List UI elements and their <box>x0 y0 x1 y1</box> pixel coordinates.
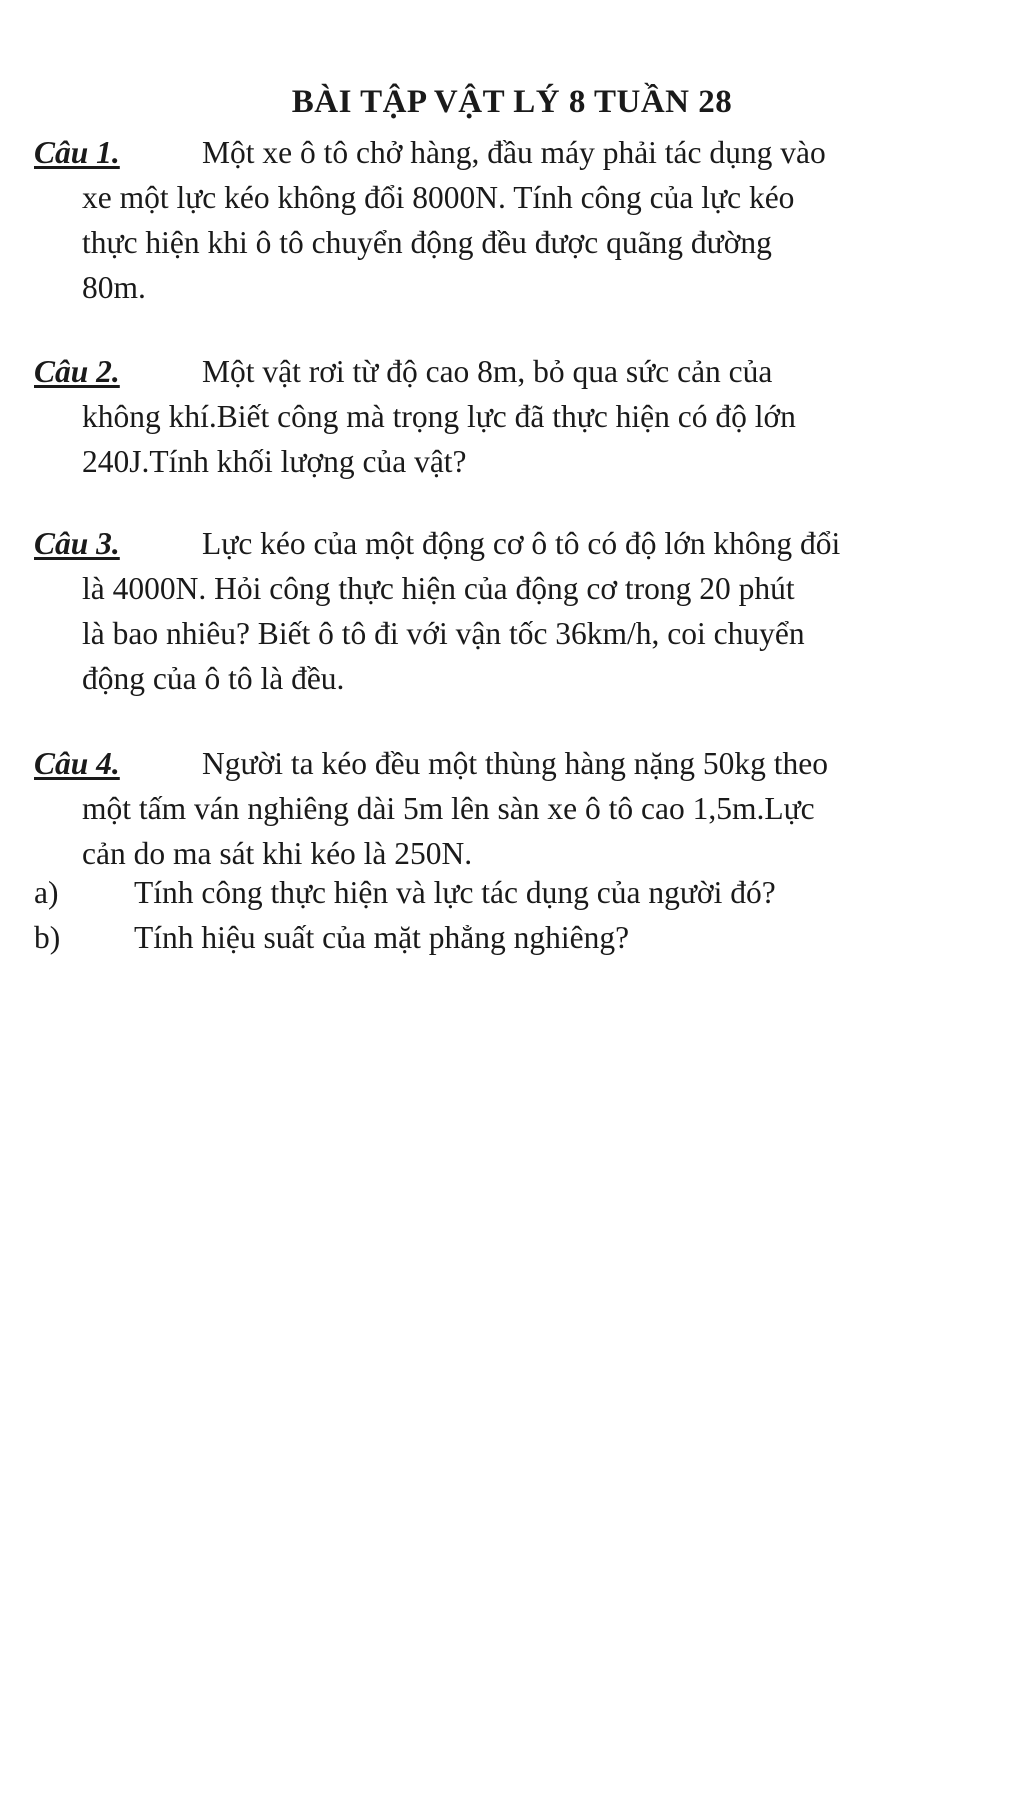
subitem-b-text: Tính hiệu suất của mặt phẳng nghiêng? <box>134 920 630 955</box>
question-1 <box>34 130 984 310</box>
question-2-line-2: không khí.Biết công mà trọng lực đã thực hiện có độ lớn <box>82 399 796 434</box>
question-4-label: Câu 4. <box>34 746 120 781</box>
question-2-line-1: Một vật rơi từ độ cao 8m, bỏ qua sức cản của <box>202 354 773 389</box>
question-3-first-line <box>34 521 984 566</box>
question-2 <box>34 349 984 484</box>
question-1-line-1: Một xe ô tô chở hàng, đầu máy phải tác dụng vào <box>202 135 826 170</box>
question-4-first-line <box>34 741 984 786</box>
subitem-a-text: Tính công thực hiện và lực tác dụng của người đó? <box>134 875 776 910</box>
question-1-first-line <box>34 130 984 175</box>
question-3 <box>34 521 984 701</box>
question-4-subitem-a <box>34 870 984 915</box>
question-2-first-line <box>34 349 984 394</box>
question-1-label: Câu 1. <box>34 135 120 170</box>
question-4-line-2: một tấm ván nghiêng dài 5m lên sàn xe ô tô cao 1,5m.Lực <box>82 791 815 826</box>
question-4-line-1: Người ta kéo đều một thùng hàng nặng 50kg theo <box>202 746 829 781</box>
question-1-line-3: thực hiện khi ô tô chuyển động đều được quãng đường <box>82 225 772 260</box>
question-1-line-2: xe một lực kéo không đổi 8000N. Tính công của lực kéo <box>82 180 795 215</box>
question-3-line-3: là bao nhiêu? Biết ô tô đi với vận tốc 36km/h, coi chuyển <box>82 616 805 651</box>
document-title: BÀI TẬP VẬT LÝ 8 TUẦN 28 <box>291 84 733 120</box>
question-4-line-3: cản do ma sát khi kéo là 250N. <box>82 836 473 871</box>
question-2-label: Câu 2. <box>34 354 120 389</box>
subitem-b-label: b) <box>34 920 61 955</box>
question-3-line-2: là 4000N. Hỏi công thực hiện của động cơ trong 20 phút <box>82 571 795 606</box>
subitem-a-label: a) <box>34 875 59 910</box>
question-4-subitem-b <box>34 915 984 960</box>
question-2-line-3: 240J.Tính khối lượng của vật? <box>82 444 467 479</box>
question-3-line-4: động của ô tô là đều. <box>82 661 345 696</box>
question-4 <box>34 741 984 876</box>
question-3-label: Câu 3. <box>34 526 120 561</box>
question-1-line-4: 80m. <box>82 270 146 305</box>
question-3-line-1: Lực kéo của một động cơ ô tô có độ lớn không đổi <box>202 526 841 561</box>
